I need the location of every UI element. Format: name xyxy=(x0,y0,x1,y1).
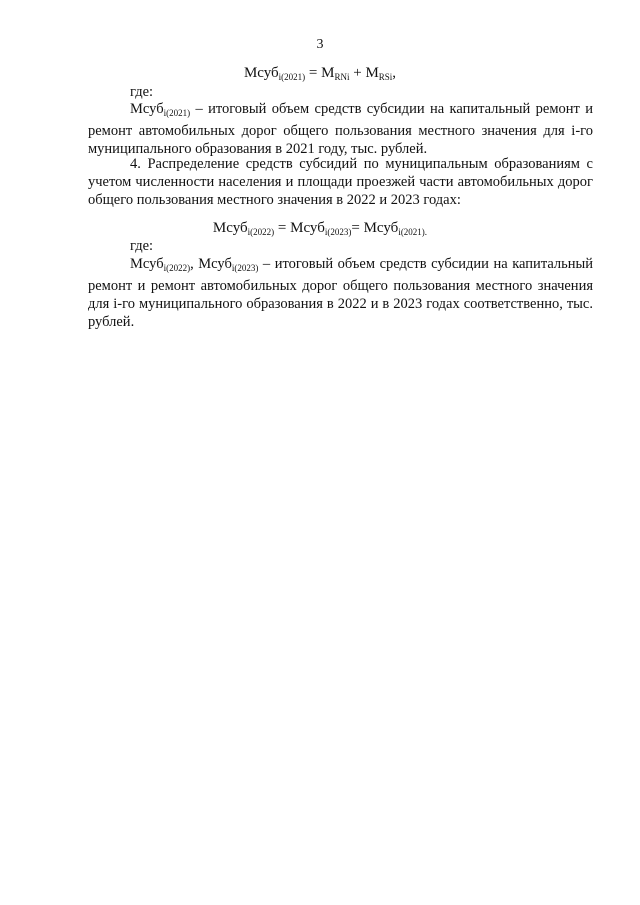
formula-2022-eq2: = Мсуб xyxy=(351,220,399,236)
var-2022: Мсуб xyxy=(130,256,164,272)
definition-2022-2023-text: – итоговый объем средств субсидии на капитальный ремонт и ремонт автомобильных дорог общего пользования местного значения для i-го муниципального образования в 2022 и в 2023 годах соответственно, тыс. рублей. xyxy=(88,256,594,330)
formula-2021-equals: = M xyxy=(305,65,335,81)
formula-2021-term2-sub: RSi xyxy=(378,72,393,82)
var-2021: Мсуб xyxy=(130,101,164,117)
formula-2021-lhs-sub: i(2021) xyxy=(278,72,306,82)
var-2023-sub: i(2023) xyxy=(231,263,259,273)
paragraph-item-4: 4. Распределение средств субсидий по муниципальным образованиям с учетом численности населения и площади проезжей части автомобильных дорог общего пользования местного значения в 2022 и 2023 годах: xyxy=(88,156,593,208)
var-2022-sub: i(2022) xyxy=(163,263,191,273)
var-2021-sub: i(2021) xyxy=(163,108,191,118)
formula-2022-2023 xyxy=(0,220,640,237)
formula-2021 xyxy=(0,65,640,82)
formula-2022-rhs-sub: i(2021). xyxy=(398,227,428,237)
formula-2021-term1-sub: RNi xyxy=(334,72,350,82)
formula-2022-mid-sub: i(2023) xyxy=(324,227,352,237)
formula-2021-lhs: Мсуб xyxy=(243,65,279,81)
formula-2021-end: , xyxy=(392,65,397,81)
var-separator: , Мсуб xyxy=(190,256,232,272)
where-label-1: где: xyxy=(130,84,154,100)
where-label-2: где: xyxy=(130,238,154,254)
paragraph-definition-2022-2023 xyxy=(88,255,593,331)
formula-2022-lhs: Мсуб xyxy=(212,220,248,236)
paragraph-definition-2021 xyxy=(88,100,593,158)
formula-2022-eq1: = Мсуб xyxy=(274,220,325,236)
definition-2021-text: – итоговый объем средств субсидии на капитальный ремонт и ремонт автомобильных дорог общего пользования местного значения для i-го муниципального образования в 2021 году, тыс. рублей. xyxy=(88,101,593,157)
formula-2022-lhs-sub: i(2022) xyxy=(247,227,275,237)
page-number: 3 xyxy=(316,37,324,52)
formula-2021-plus: + M xyxy=(349,65,379,81)
